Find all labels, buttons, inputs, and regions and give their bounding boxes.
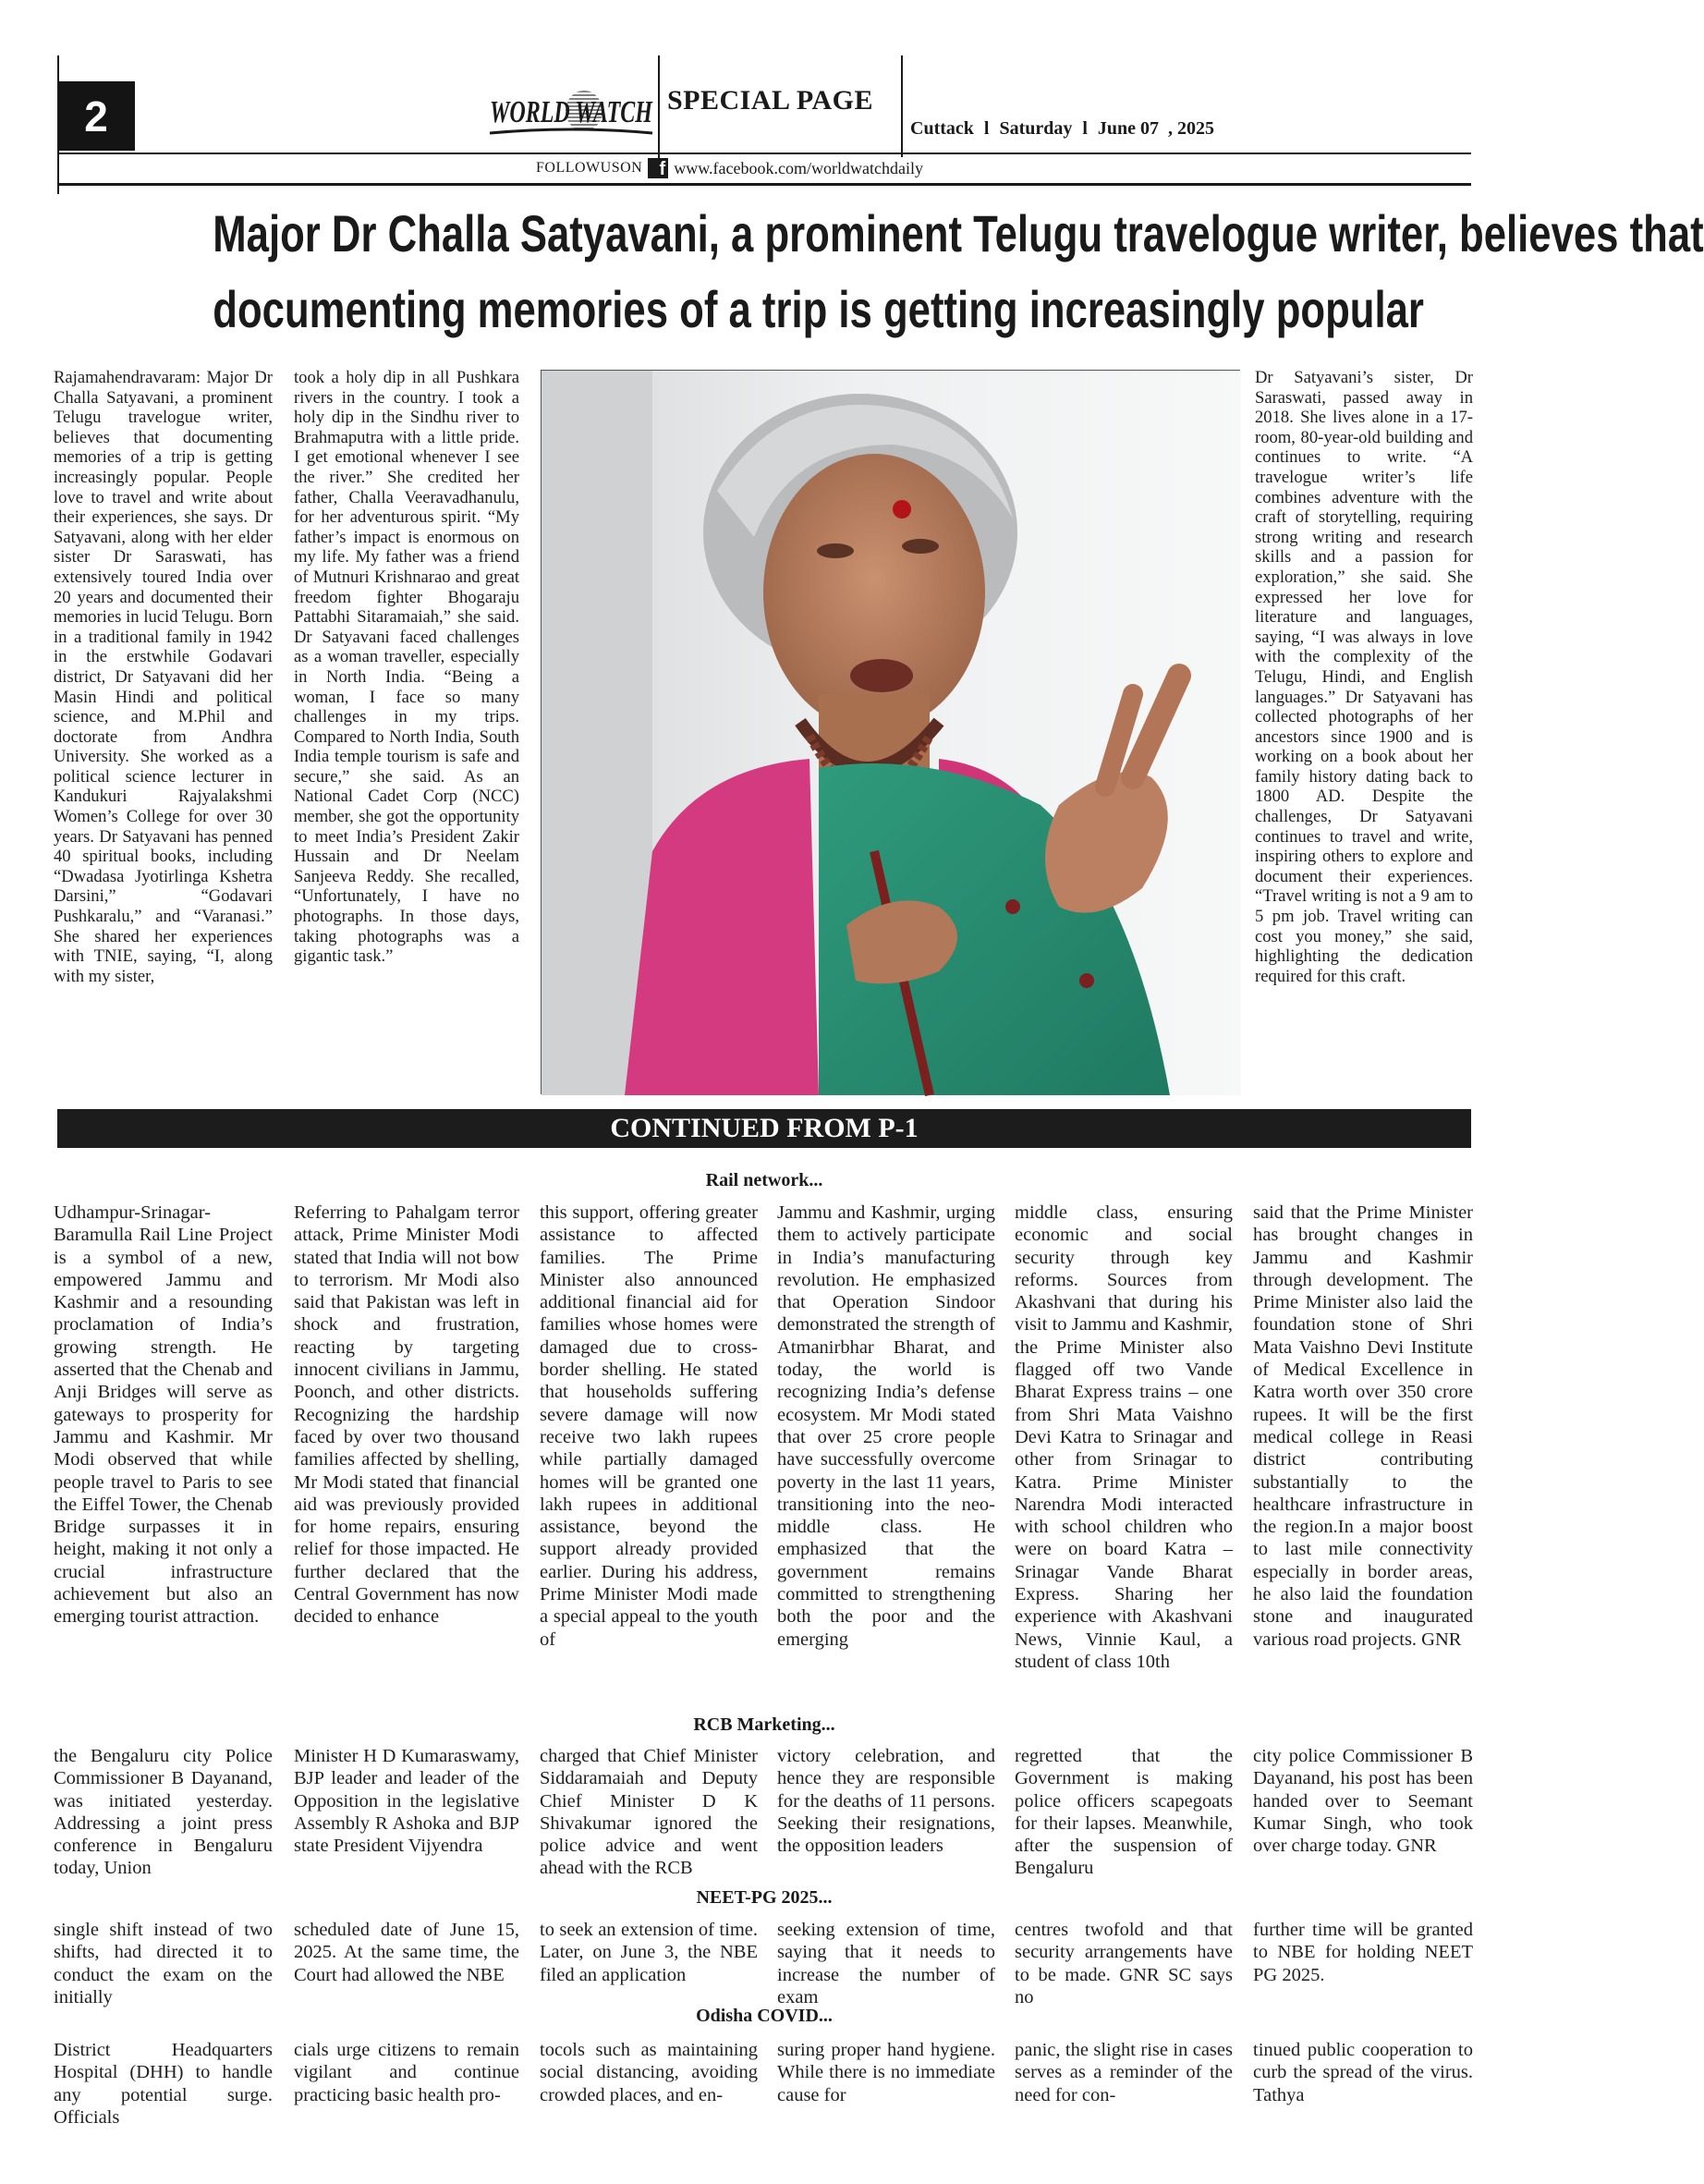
neet-column-5: centres twofold and that security arrangements have to be made. GNR SC says no (1015, 1920, 1233, 2007)
masthead-left-rule (57, 55, 59, 194)
headline (213, 196, 1704, 348)
odisha-covid-heading: Odisha COVID... (696, 2006, 833, 2026)
neet-column-1: single shift instead of two shifts, had directed it to conduct the exam on the initially (54, 1920, 273, 2007)
rail-column-6: said that the Prime Minister has brought changes in Jammu and Kashmir through development. The Prime Minister also laid the foundation stone of Shri Mata Vaishno Devi Institute of Medical Excellence in Katra worth over 350 crore rupees. It will be the first medical college in Reasi district contributing substantially to the healthcare infrastructure in the region.In a major boost to last mile connectivity especially in border areas, he also laid the foundation stone and inaugurated various road projects. GNR (1253, 1202, 1473, 1650)
article-column-3: Dr Satyavani’s sister, Dr Saraswati, passed away in 2018. She lives alone in a 17-room, 80-year-old building and continues to write. “A travelogue writer’s life combines adventure with the craft of storytelling, requiring strong writing and research skills and a passion for exploration,” she said. She expressed her love for literature and languages, saying, “I was always in love with the complexity of the Telugu, Hindi, and English languages.” Dr Satyavani has collected photographs of her ancestors since 1900 and is working on a book about her family history dating back to 1800 AD. Despite the challenges, Dr Satyavani continues to travel and write, inspiring others to explore and document their experiences. “Travel writing is not a 9 am to 5 pm job. Travel writing can cost you money,” she said, highlighting the dedication required for this craft. (1255, 368, 1473, 986)
rcb-heading: RCB Marketing... (693, 1714, 835, 1735)
portrait-illustration (542, 371, 1241, 1095)
neet-heading: NEET-PG 2025... (696, 1887, 833, 1908)
follow-us (536, 158, 923, 178)
neet-column-2: scheduled date of June 15, 2025. At the same time, the Court had allowed the NBE (294, 1920, 519, 1985)
section-title: SPECIAL PAGE (667, 85, 873, 116)
follow-label: FOLLOWUSON (536, 160, 643, 176)
world-watch-logo (488, 79, 656, 144)
rail-column-4: Jammu and Kashmir, urging them to actively participate in India’s manufacturing revolution. He emphasized that Operation Sindoor demonstrated the strength of Atmanirbhar Bharat, and today, the world is recognizing India’s defense ecosystem. Mr Modi stated that over 25 crore people have successfully overcome poverty in the last 11 years, transitioning into the neo-middle class. He emphasized that the government remains committed to strengthening both the poor and the emerging (777, 1202, 995, 1650)
portrait-photo (541, 370, 1240, 1094)
odisha-column-4: suring proper hand hygiene. While there is no immediate cause for (777, 2040, 995, 2105)
rcb-column-3: charged that Chief Minister Siddaramaiah and Deputy Chief Minister D K Shivakumar ignored the police advice and went ahead with the RCB (540, 1746, 758, 1879)
article-column-2: took a holy dip in all Pushkara rivers in the country. I took a holy dip in the Sindhu river to Brahmaputra with a little pride. I get emotional whenever I see the river.” She credited her father, Challa Veeravadhanulu, for her adventurous spirit. “My father’s impact is enormous on my life. My father was a friend of Mutnuri Krishnarao and great freedom fighter Bhogaraju Pattabhi Sitaramaiah,” she said. Dr Satyavani faced challenges as a woman traveller, especially in North India. “Being a woman, I face so many challenges in my trips. Compared to North India, South India temple tourism is safe and secure,” she said. As an National Cadet Corp (NCC) member, she got the opportunity to meet India’s President Zakir Hussain and Dr Neelam Sanjeeva Reddy. She recalled, “Unfortunately, I have no photographs. In those days, taking photographs was a gigantic task.” (294, 368, 519, 967)
neet-column-4: seeking extension of time, saying that it needs to increase the number of exam (777, 1920, 995, 2007)
masthead-bottom-rule (57, 183, 1471, 186)
rcb-column-1: the Bengaluru city Police Commissioner B Dayanand, was initiated yesterday. Addressing a joint press conference in Bengaluru today, Union (54, 1746, 273, 1879)
continued-banner: CONTINUED FROM P-1 (57, 1109, 1471, 1148)
rail-column-1: Udhampur-Srinagar-Baramulla Rail Line Project is a symbol of a new, empowered Jammu and Kashmir and a resounding proclamation of India’s growing strength. He asserted that the Chenab and Anji Bridges will serve as gateways to prosperity for Jammu and Kashmir. Mr Modi observed that while people travel to Paris to see the Eiffel Tower, the Chenab Bridge surpasses it in height, making it not only a crucial infrastructure achievement but also an emerging tourist attraction. (54, 1202, 273, 1628)
odisha-column-1: District Headquarters Hospital (DHH) to handle any potential surge. Officials (54, 2040, 273, 2128)
odisha-column-2: cials urge citizens to remain vigilant and continue practicing basic health pro- (294, 2040, 519, 2105)
rcb-column-4: victory celebration, and hence they are responsible for the deaths of 11 persons. Seeking their resignations, the opposition leaders (777, 1746, 995, 1857)
dateline-separator: l (983, 118, 990, 139)
masthead-divider-2 (901, 55, 903, 157)
article-column-1: Rajamahendravaram: Major Dr Challa Satyavani, a prominent Telugu travelogue writer, believes that documenting memories of a trip is getting increasingly popular. People love to travel and write about their experiences, she says. Dr Satyavani, along with her elder sister Dr Saraswati, has extensively toured India over 20 years and documented their memories in lucid Telugu. Born in a traditional family in 1942 in the erstwhile Godavari district, Dr Satyavani did her Masin Hindi and political science, and M.Phil and doctorate from Andhra University. She worked as a political science lecturer in Kandukuri Rajyalakshmi Women’s College for over 30 years. Dr Satyavani has penned 40 spiritual books, including “Dwadasa Jyotirlinga Kshetra Darsini,” “Godavari Pushkaralu,” and “Varanasi.” She shared her experiences with TNIE, saying, “I, along with my sister, (54, 368, 273, 986)
svg-text:WORLD WATCH: WORLD WATCH (490, 95, 654, 129)
neet-column-6: further time will be granted to NBE for holding NEET PG 2025. (1253, 1920, 1473, 1985)
page-number: 2 (57, 81, 135, 151)
odisha-column-3: tocols such as maintaining social distancing, avoiding crowded places, and en- (540, 2040, 758, 2105)
rail-column-5: middle class, ensuring economic and social security through key reforms. Sources from Akashvani that during his visit to Jammu and Kashmir, the Prime Minister also flagged off two Vande Bharat Express trains – one from Shri Mata Vaishno Devi Katra to Srinagar and other from Srinagar to Katra. Prime Minister Narendra Modi interacted with school children who were on board Katra – Srinagar Vande Bharat Express. Sharing her experience with Akashvani News, Vinnie Kaul, a student of class 10th (1015, 1202, 1233, 1672)
neet-column-3: to seek an extension of time. Later, on June 3, the NBE filed an application (540, 1920, 758, 1985)
facebook-icon: f (648, 158, 668, 178)
dateline-city: Cuttack (910, 118, 974, 139)
dateline-separator: l (1082, 118, 1088, 139)
rcb-column-2: Minister H D Kumaraswamy, BJP leader and leader of the Opposition in the legislative Assembly R Ashoka and BJP state President Vijyendra (294, 1746, 519, 1857)
dateline-date: June 07 , 2025 (1097, 118, 1215, 139)
dateline-day: Saturday (999, 118, 1073, 139)
facebook-link[interactable]: www.facebook.com/worldwatchdaily (674, 158, 923, 177)
rail-column-3: this support, offering greater assistance to affected families. The Prime Minister also announced additional financial aid for families whose homes were damaged due to cross-border shelling. He stated that households suffering severe damage will now receive two lakh rupees while partially damaged homes will be granted one lakh rupees in additional assistance, beyond the support already provided earlier. During his address, Prime Minister Modi made a special appeal to the youth of (540, 1202, 758, 1650)
rail-network-heading: Rail network... (705, 1170, 823, 1190)
rail-column-2: Referring to Pahalgam terror attack, Prime Minister Modi stated that India will not bow to terrorism. Mr Modi also said that Pakistan was left in shock and frustration, reacting by targeting innocent civilians in Jammu, Poonch, and other districts. Recognizing the hardship faced by over two thousand families affected by shelling, Mr Modi stated that financial aid was previously provided for home repairs, ensuring relief for those impacted. He further declared that the Central Government has now decided to enhance (294, 1202, 519, 1628)
odisha-column-5: panic, the slight rise in cases serves as a reminder of the need for con- (1015, 2040, 1233, 2105)
odisha-column-6: tinued public cooperation to curb the spread of the virus. Tathya (1253, 2040, 1473, 2105)
masthead-rule (57, 153, 1471, 154)
headline-line-1: Major Dr Challa Satyavani, a prominent Telugu travelogue writer, believes that (213, 204, 1704, 262)
rcb-column-5: regretted that the Government is making police officers scapegoats for their lapses. Meanwhile, after the suspension of Bengaluru (1015, 1746, 1233, 1879)
dateline (910, 118, 1214, 140)
rcb-column-6: city police Commissioner B Dayanand, his post has been handed over to Seemant Kumar Singh, who took over charge today. GNR (1253, 1746, 1473, 1857)
masthead-divider-1 (658, 55, 660, 166)
headline-line-2: documenting memories of a trip is getting increasingly popular (213, 280, 1424, 338)
